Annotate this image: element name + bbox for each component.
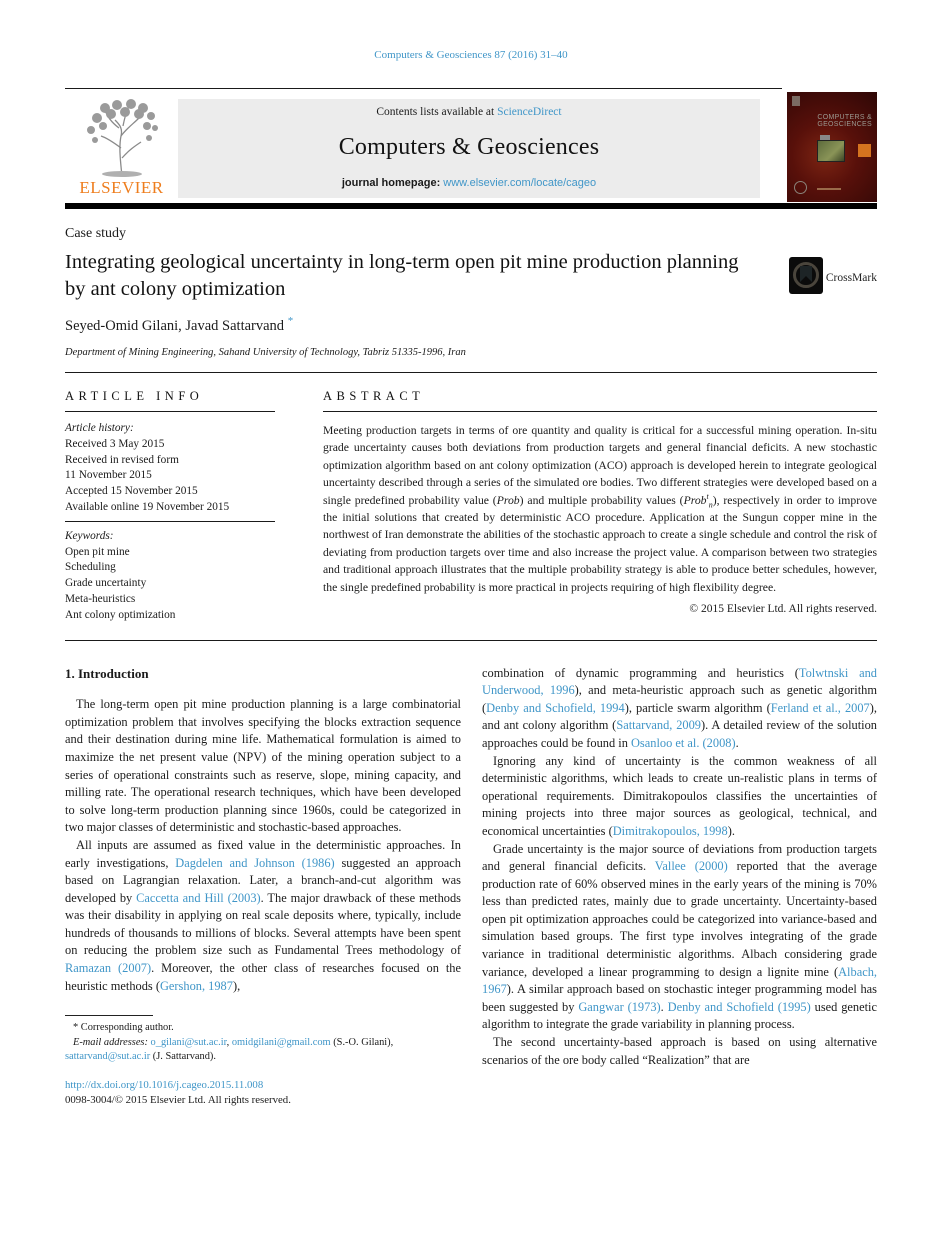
body-right-column: [482, 665, 877, 1109]
text-segment: The long-term open pit mine production planning is a large combinatorial optimization problem that involves specifying the blocks extraction sequence and their destination during mine life. Mathematical formulation is aimed to maximize the net present value (NPV) of the mining operation subject to a series of operational constraints such as reserve, slope, mining capacity, and milling rate. The operational research techniques, which have been developed to solve long-term production planning since 1960s, could be categorized in two major classes of deterministic and stochastic-based approaches.: [65, 697, 461, 835]
citation-link[interactable]: Tolwtnski and Underwood, 1996: [482, 665, 878, 698]
homepage-url-link[interactable]: www.elsevier.com/locate/cageo: [443, 177, 597, 189]
text-segment: ). A detailed review of the solution approaches could be found in: [482, 718, 877, 750]
abstract-copyright: © 2015 Elsevier Ltd. All rights reserved.: [689, 603, 877, 616]
crossmark-badge[interactable]: [789, 257, 877, 299]
text-segment: combination of dynamic programming and heuristics (: [482, 665, 799, 680]
text-segment: ), particle swarm algorithm (: [624, 700, 771, 715]
abstract-heading: ABSTRACT: [323, 389, 425, 403]
journal-masthead: Computers & Geosciences: [338, 134, 600, 160]
title-block: [65, 249, 877, 303]
keyword-item: Open pit mine: [65, 545, 130, 558]
cover-map-thumbnail: [817, 140, 845, 162]
citation-link[interactable]: Ramazan (2007): [65, 961, 152, 976]
crossmark-label: CrossMark: [825, 272, 877, 284]
author-names: Seyed-Omid Gilani, Javad Sattarvand: [65, 318, 285, 334]
history-label: Article history:: [65, 422, 134, 434]
header-thick-bar: [65, 203, 877, 209]
email-addresses-note: [65, 1036, 461, 1065]
article-info-rule: [65, 411, 275, 412]
text-segment: ) and multiple probability values (: [519, 493, 684, 507]
keyword-item: Grade uncertainty: [65, 577, 147, 590]
math-symbol: Prob$^t_n$: [683, 491, 713, 509]
citation-link[interactable]: Gangwar (1973): [578, 999, 661, 1014]
elsevier-logo[interactable]: [65, 94, 178, 198]
corresponding-author-asterisk[interactable]: *: [287, 315, 294, 328]
paragraph: [65, 837, 461, 995]
history-item: 11 November 2015: [65, 469, 152, 482]
history-item: Received in revised form: [65, 453, 179, 466]
footer-block: [65, 1078, 461, 1108]
text-segment: ,: [226, 1036, 232, 1048]
elsevier-tree-icon: [79, 98, 165, 180]
abstract-text: [323, 422, 877, 596]
citation-link[interactable]: Sattarvand, 2009: [616, 718, 701, 733]
text-segment: ), respectively in order to improve the initial solutions that created by deterministic ACO procedure. Application at the Sungun copper mine in the northwest of Iran demonstrate the abilities of the stochastic approach to create a single schedule and control the risk of deviating from production targets over time and also increase the project value. A comparison between two strategies and traditional approach illustrates that the multiple probability strategy is able to produce better schedules, however, the single predefined probability is more practical in projects requiring of high flexibility degree.: [323, 493, 877, 594]
text-segment: E-mail addresses:: [73, 1036, 151, 1048]
citation-link[interactable]: Albach, 1967: [482, 964, 877, 997]
text-segment: ), and meta-heuristic approach such as genetic algorithm (: [482, 683, 878, 715]
text-segment: . Moreover, the other class of researches focused on the heuristic methods (: [65, 961, 462, 993]
citation-link[interactable]: Osanloo et al. (2008): [630, 735, 736, 750]
citation-link[interactable]: Vallee (2000): [654, 859, 728, 874]
text-segment: ).: [727, 823, 735, 838]
text-segment: used genetic algorithm to integrate the grade variability in planning process.: [482, 999, 878, 1032]
journal-banner: [178, 99, 760, 198]
contents-line: [178, 106, 760, 118]
citation-link[interactable]: omidgilani@gmail.com: [231, 1036, 331, 1048]
history-keywords-divider: [65, 521, 275, 522]
text-segment: ). A similar approach based on stochastic integer programming model has been suggested by: [482, 982, 877, 1014]
citation-link[interactable]: Dimitrakopoulos, 1998: [612, 823, 728, 838]
paragraph: [482, 753, 877, 841]
elsevier-wordmark: ELSEVIER: [79, 178, 164, 197]
journal-reference[interactable]: Computers & Geosciences 87 (2016) 31–40: [374, 49, 568, 61]
body-columns: [65, 665, 877, 1109]
citation-link[interactable]: Denby and Schofield (1995): [667, 999, 811, 1014]
abstract-column: [323, 373, 877, 624]
article-info-heading: ARTICLE INFO: [65, 389, 204, 403]
doi-link[interactable]: http://dx.doi.org/10.1016/j.cageo.2015.11.008: [65, 1079, 264, 1092]
body-top-rule: [65, 640, 877, 641]
body-left-column: [65, 665, 461, 1109]
cover-orange-square: [858, 144, 871, 157]
cover-title: COMPUTERS & GEOSCIENCES: [817, 114, 872, 128]
crossmark-icon: [789, 257, 823, 299]
meta-section: [65, 373, 877, 624]
footnote-block: [65, 1015, 461, 1064]
contents-prefix: Contents lists available at: [376, 106, 498, 118]
history-item: Received 3 May 2015: [65, 437, 165, 450]
cover-footer-mark: [817, 188, 841, 190]
homepage-line: [178, 177, 760, 189]
text-segment: reported that the average production rate of 60% observed mines in the early years of the mining is 70% less than predicted rates, mainly due to grade uncertainty. Uncertainty-based open pit optimization approaches could be categorized into variance-based and simulation based groups. The first type involves integrating of the grade variance in traditional deterministic algorithms. Albach considering grade variance, developed a linear programming to design a lignite mine (: [482, 859, 877, 979]
article-info-column: [65, 373, 275, 624]
history-item: Available online 19 November 2015: [65, 500, 230, 513]
issn-copyright-line: 0098-3004/© 2015 Elsevier Ltd. All rights reserved.: [65, 1094, 291, 1107]
corresponding-author-note: * Corresponding author.: [73, 1022, 174, 1034]
sciencedirect-link[interactable]: ScienceDirect: [497, 106, 562, 118]
citation-link[interactable]: sattarvand@sut.ac.ir: [65, 1051, 151, 1063]
cover-ring-emblem: [794, 181, 807, 194]
citation-link[interactable]: Denby and Schofield, 1994: [486, 700, 625, 715]
header-top-rule: [65, 88, 782, 89]
text-segment: (J. Sattarvand).: [150, 1051, 216, 1063]
text-segment: ), and ant colony algorithm (: [482, 700, 877, 733]
text-segment: . The major drawback of these methods was their disability in applying on real scale deposits where, typically, include hundreds of thousands to millions of blocks. Several attempts have been spent on reducing the problem size such as Fundamental Trees methodology of: [65, 890, 461, 958]
citation-link[interactable]: Dagdelen and Johnson (1986): [175, 855, 335, 870]
affiliation-line: Department of Mining Engineering, Sahand University of Technology, Tabriz 51335-1996, Iran: [65, 347, 466, 358]
citation-link[interactable]: Gershon, 1987: [159, 978, 233, 993]
citation-link[interactable]: Caccetta and Hill (2003): [136, 890, 261, 905]
text-segment: suggested an approach based on Lagrangian relaxation. Later, a branch-and-cut algorithm was developed by: [65, 855, 462, 905]
text-segment: .: [735, 735, 739, 750]
text-segment: All inputs are assumed as fixed value in the deterministic approaches. In early investigations,: [65, 837, 461, 870]
journal-header: [65, 94, 877, 198]
text-segment: .: [660, 999, 668, 1014]
keyword-item: Scheduling: [65, 561, 116, 574]
keyword-item: Meta-heuristics: [65, 592, 136, 605]
journal-cover[interactable]: [787, 92, 877, 202]
history-item: Accepted 15 November 2015: [65, 485, 198, 498]
footnote-rule: [65, 1015, 153, 1016]
article-type-label: Case study: [65, 226, 127, 241]
section-heading-introduction: 1. Introduction: [65, 665, 149, 681]
page-title: Integrating geological uncertainty in long-term open pit mine production planning by ant colony optimization: [65, 251, 739, 300]
text-segment: Grade uncertainty is the major source of deviations from production targets and general financial deficits.: [482, 841, 877, 874]
paragraph: [482, 665, 877, 753]
text-segment: The second uncertainty-based approach is based on using alternative scenarios of the ore body called “Realization” that are: [482, 1035, 877, 1067]
abstract-rule: [323, 411, 877, 412]
text-segment: (S.-O. Gilani),: [330, 1036, 394, 1048]
cover-publisher-mark: [792, 96, 800, 106]
text-segment: Meeting production targets in terms of ore quantity and quality is critical for a successful mining operation. In-situ grade uncertainty causes both deviations from production targets and general financial deficits. A new stochastic optimization algorithm based on ant colony optimization (ACO) approach is developed herein to integrate geological uncertainty described through a series of the simulated ore bodies. Two different strategies were developed based on a single predefined probability value (: [323, 424, 877, 507]
keywords-label: Keywords:: [65, 529, 114, 542]
author-line: [65, 315, 877, 335]
text-segment: Ignoring any kind of uncertainty is the common weakness of all deterministic algorithms, which leads to create un-realistic plans in terms of operational requirements. Dimitrakopoulos classifies the uncertainties of mining projects into three major sources as geological, technical, and economical uncertainties (: [482, 753, 877, 838]
citation-link[interactable]: o_gilani@sut.ac.ir: [150, 1036, 227, 1048]
text-segment: Prob: [496, 493, 520, 507]
paragraph: [482, 1034, 877, 1069]
paragraph: [482, 841, 877, 1035]
text-segment: ),: [232, 978, 241, 993]
homepage-label: journal homepage:: [341, 177, 444, 189]
keyword-item: Ant colony optimization: [65, 608, 176, 621]
paragraph: [65, 696, 461, 837]
citation-link[interactable]: Ferland et al., 2007: [770, 700, 870, 715]
